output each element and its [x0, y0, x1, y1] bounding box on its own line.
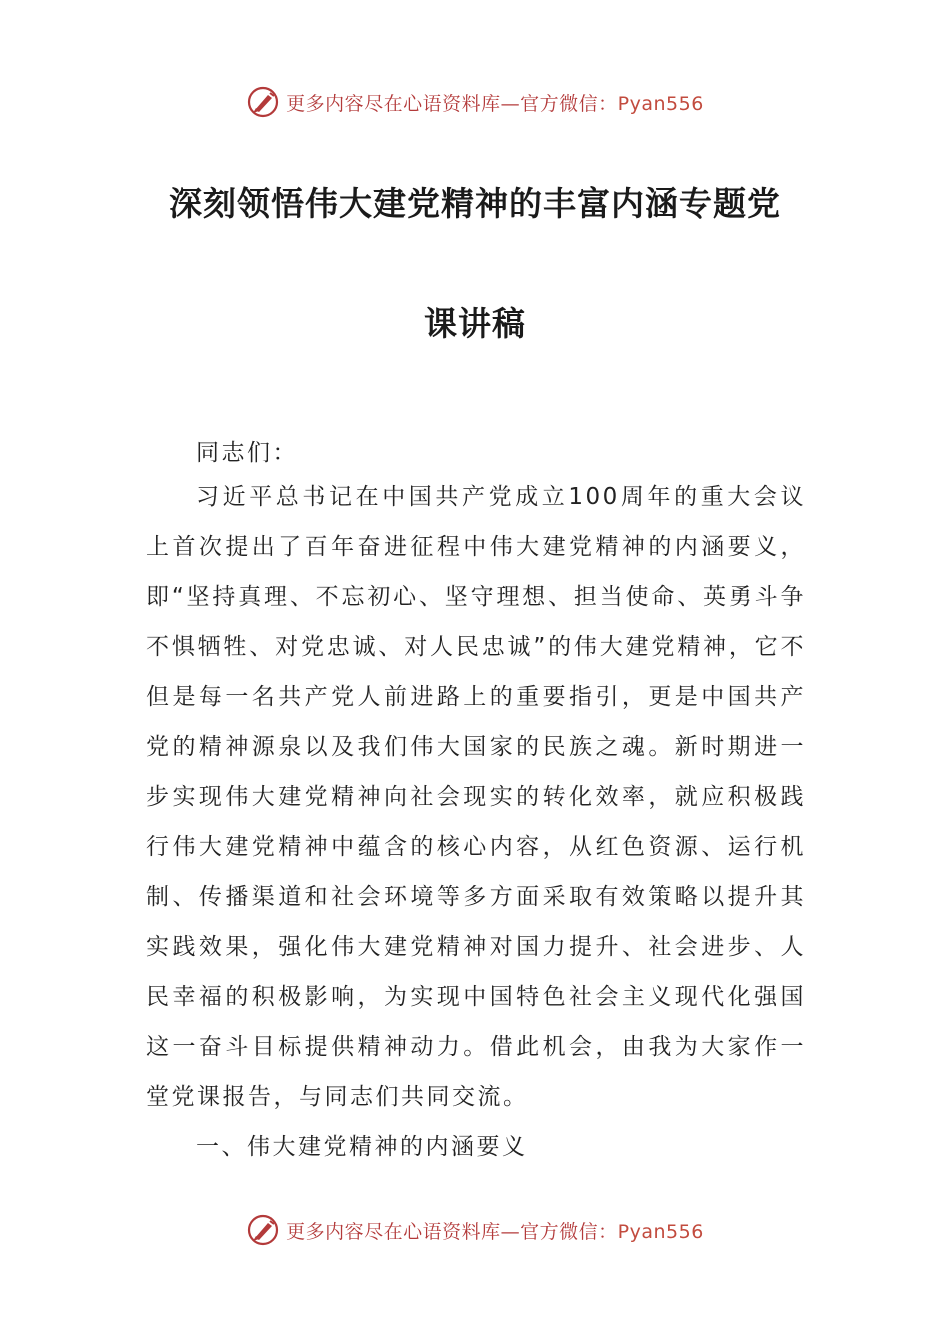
- section-heading-1: 一、伟大建党精神的内涵要义: [196, 1134, 528, 1160]
- document-title-line-1: 深刻领悟伟大建党精神的丰富内涵专题党: [169, 184, 781, 223]
- wechat-id: Pyan556: [617, 92, 704, 115]
- fountain-pen-logo-icon: [246, 1213, 280, 1247]
- banner-text: 更多内容尽在心语资料库—官方微信：Pyan556: [286, 1220, 704, 1243]
- header-banner: [0, 82, 950, 122]
- greeting: 同志们：: [196, 440, 298, 466]
- footer-banner: [0, 1210, 950, 1250]
- wechat-id: Pyan556: [617, 1220, 704, 1243]
- paragraph-1: 习近平总书记在中国共产党成立100周年的重大会议上首次提出了百年奋进征程中伟大建党精神的内涵要义，即“坚持真理、不忘初心、坚守理想、担当使命、英勇斗争不惧牺牲、对党忠诚、对人民忠诚”的伟大建党精神，它不但是每一名共产党人前进路上的重要指引，更是中国共产党的精神源泉以及我们伟大国家的民族之魂。新时期进一步实现伟大建党精神向社会现实的转化效率，就应积极践行伟大建党精神中蕴含的核心内容，从红色资源、运行机制、传播渠道和社会环境等多方面采取有效策略以提升其实践效果，强化伟大建党精神对国力提升、社会进步、人民幸福的积极影响，为实现中国特色社会主义现代化强国这一奋斗目标提供精神动力。借此机会，由我为大家作一堂党课报告，与同志们共同交流。: [146, 484, 806, 1110]
- document-title-line-2: 课讲稿: [424, 304, 526, 343]
- banner-text: 更多内容尽在心语资料库—官方微信：Pyan556: [286, 92, 704, 115]
- fountain-pen-logo-icon: [246, 85, 280, 119]
